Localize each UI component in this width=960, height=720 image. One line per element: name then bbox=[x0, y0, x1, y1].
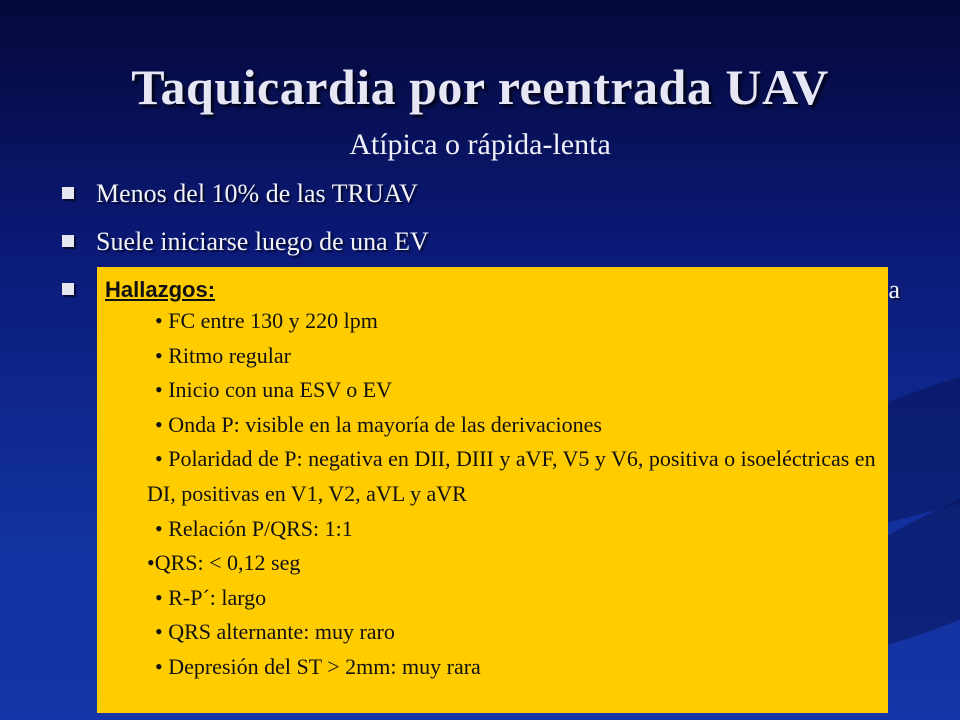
square-bullet-icon bbox=[62, 283, 74, 295]
finding-item: • Polaridad de P: negativa en DII, DIII y aVF, V5 y V6, positiva o isoeléctricas en DI, positivas en V1, V2, aVL y aVR bbox=[147, 446, 876, 506]
bullet-trailing-text: a bbox=[888, 275, 900, 304]
bullet-item bbox=[60, 222, 920, 270]
slide-title: Taquicardia por reentrada UAV bbox=[131, 59, 829, 115]
findings-box bbox=[97, 267, 888, 713]
findings-heading: Hallazgos: bbox=[105, 277, 216, 302]
finding-item: • Ritmo regular bbox=[155, 342, 292, 368]
finding-item: • Depresión del ST > 2mm: muy rara bbox=[155, 653, 481, 679]
findings-list bbox=[105, 304, 888, 685]
square-bullet-icon bbox=[62, 187, 74, 199]
finding-item: • Inicio con una ESV o EV bbox=[155, 377, 393, 403]
square-bullet-icon bbox=[62, 235, 74, 247]
bullet-text: Menos del 10% de las TRUAV bbox=[96, 179, 418, 208]
slide-subtitle: Atípica o rápida-lenta bbox=[349, 128, 611, 161]
bullet-text: Suele iniciarse luego de una EV bbox=[96, 227, 429, 256]
finding-item: • Onda P: visible en la mayoría de las derivaciones bbox=[155, 411, 602, 437]
finding-item: • FC entre 130 y 220 lpm bbox=[155, 308, 378, 333]
finding-item: • R-P´: largo bbox=[155, 584, 267, 610]
finding-item: • Relación P/QRS: 1:1 bbox=[155, 515, 353, 541]
finding-item: • QRS alternante: muy raro bbox=[155, 619, 395, 645]
finding-item: •QRS: < 0,12 seg bbox=[147, 550, 301, 576]
bullet-item bbox=[60, 174, 920, 222]
